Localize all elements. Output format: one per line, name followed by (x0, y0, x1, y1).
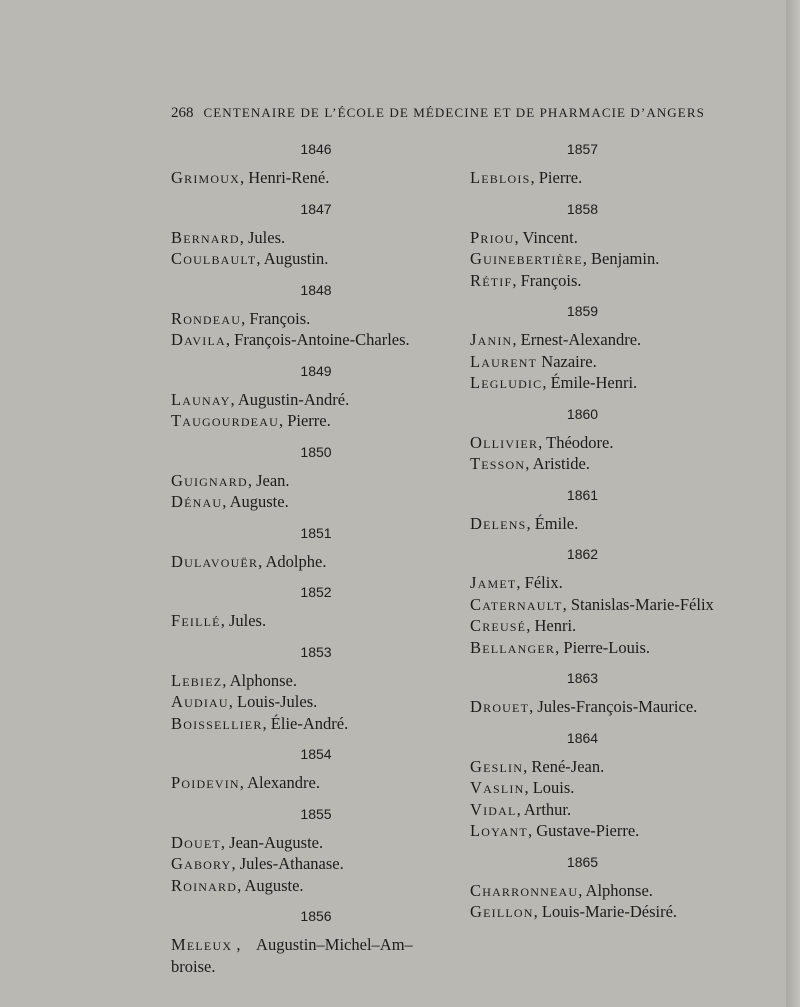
given-names: , Louis-Jules. (228, 692, 318, 711)
given-names: , Louis. (524, 778, 575, 797)
surname: Dénau (171, 492, 223, 511)
surname: Davila (171, 330, 226, 349)
graduate-entry (171, 934, 461, 956)
surname: Guinebertière (470, 249, 583, 268)
page-header (171, 105, 711, 122)
graduate-entry (470, 513, 770, 535)
given-names: , François-Antoine-Charles. (225, 330, 410, 349)
surname: Legludic (470, 373, 543, 392)
surname: Douet (171, 832, 221, 852)
surname: Bellanger (470, 637, 556, 657)
graduate-entry (470, 756, 770, 778)
surname: Charronneau (470, 880, 579, 900)
given-names: , Louis-Marie-Désiré. (533, 902, 678, 921)
given-names: broise. (171, 956, 216, 976)
graduate-entry (470, 880, 770, 902)
graduate-entry (171, 610, 461, 632)
given-names: , Alphonse. (222, 670, 297, 690)
surname: Jamet (470, 573, 517, 592)
graduate-entry (470, 777, 770, 799)
graduate-entry (470, 615, 770, 637)
given-names: , Jules. (220, 611, 267, 630)
given-names: , Benjamin. (582, 249, 660, 268)
graduate-entry (470, 372, 770, 394)
given-names: , Jean. (247, 470, 290, 490)
left-column (171, 136, 461, 984)
given-names: , Jean-Auguste. (220, 832, 324, 852)
year-heading: 1864 (566, 729, 599, 746)
given-names: , Henri. (526, 616, 577, 635)
given-names: , Félix. (516, 573, 563, 592)
graduate-entry (470, 329, 770, 351)
graduate-entry (171, 551, 461, 573)
given-names: , Arthur. (516, 799, 572, 819)
year-heading: 1853 (300, 643, 332, 660)
page-number: 268 (171, 105, 194, 121)
right-column (470, 136, 770, 930)
given-names: , Émile-Henri. (542, 373, 638, 392)
surname: Coulbault (171, 249, 257, 268)
graduate-entry (171, 167, 461, 189)
given-names: , Pierre. (530, 168, 583, 187)
year-heading: 1859 (566, 303, 599, 319)
graduate-entry (171, 832, 461, 854)
graduate-entry (470, 799, 770, 821)
surname: Rondeau (171, 308, 242, 328)
graduate-entry (470, 270, 770, 292)
surname: Loyant (470, 821, 528, 840)
surname: Vaslin (470, 778, 525, 797)
graduate-entry (171, 713, 461, 735)
year-heading: 1865 (566, 853, 599, 870)
year-heading: 1850 (300, 443, 332, 460)
graduate-entry (171, 491, 461, 513)
graduate-entry (171, 853, 461, 875)
surname: Gabory (171, 854, 232, 873)
year-heading: 1855 (300, 805, 332, 822)
year-heading: 1862 (566, 546, 599, 562)
year-heading: 1849 (300, 362, 332, 379)
graduate-entry (171, 329, 461, 351)
surname: Audiau (171, 692, 229, 711)
surname: Boissellier (171, 713, 263, 733)
year-heading: 1863 (566, 670, 599, 686)
surname: Roinard (171, 875, 238, 895)
year-heading: 1857 (566, 141, 599, 157)
given-names: Nazaire. (537, 351, 597, 371)
surname: Bernard (171, 227, 240, 247)
surname: Leblois (470, 168, 531, 187)
given-names: , Gustave-Pierre. (527, 821, 640, 840)
given-names: , François. (512, 270, 582, 290)
given-names: , Auguste. (222, 492, 289, 511)
graduate-entry (470, 696, 770, 718)
running-title: CENTENAIRE DE L’ÉCOLE DE MÉDECINE ET DE PHARMACIE D’ANGERS (203, 105, 705, 120)
surname: Geslin (470, 756, 524, 776)
given-names: , Stanislas-Marie-Félix (562, 594, 714, 614)
given-names: , Pierre. (278, 411, 331, 430)
year-heading: 1851 (300, 524, 332, 541)
graduate-entry (470, 351, 770, 373)
graduate-entry (470, 453, 770, 475)
graduate-entry (171, 470, 461, 492)
surname: Caternault (470, 594, 563, 614)
graduate-entry (171, 670, 461, 692)
given-names: , Vincent. (514, 227, 578, 247)
year-heading: 1846 (300, 141, 332, 157)
given-names: , Jules. (239, 227, 286, 247)
year-heading: 1848 (300, 281, 332, 298)
surname: Tesson (470, 454, 526, 473)
given-names: , Auguste. (237, 875, 304, 895)
graduate-entry (171, 308, 461, 330)
given-names: , Pierre-Louis. (555, 637, 650, 657)
given-names: , Aristide. (525, 454, 590, 473)
surname: Drouet (470, 697, 530, 716)
given-names: , Jules-François-Maurice. (529, 697, 698, 716)
given-names: , Alphonse. (578, 880, 653, 900)
surname: Grimoux (171, 168, 240, 187)
graduate-entry (470, 901, 770, 923)
surname: Poidevin (171, 773, 240, 792)
graduate-entry (470, 227, 770, 249)
graduate-entry (470, 637, 770, 659)
given-names: , Jules-Athanase. (231, 854, 344, 873)
surname: Geillon (470, 902, 534, 921)
year-heading: 1858 (566, 200, 599, 217)
year-heading: 1856 (300, 908, 332, 924)
graduate-entry (470, 572, 770, 594)
surname: Dulavouër (171, 551, 259, 571)
graduate-entry (171, 410, 461, 432)
graduate-entry (171, 772, 461, 794)
surname: Launay (171, 389, 231, 409)
year-heading: 1860 (566, 405, 599, 422)
surname: Priou (470, 227, 515, 247)
year-heading: 1847 (300, 200, 332, 217)
surname: Janin (470, 330, 513, 349)
given-names: , François. (241, 308, 311, 328)
given-names: , Augustin-André. (230, 389, 350, 409)
graduate-entry (470, 432, 770, 454)
surname: Guignard (171, 470, 248, 490)
given-names: , Émile. (526, 513, 579, 533)
given-names: , Ernest-Alexandre. (512, 330, 642, 349)
surname: Meleux (171, 935, 233, 954)
graduate-entry (171, 875, 461, 897)
graduate-entry (171, 956, 461, 978)
surname: Delens (470, 513, 527, 533)
graduate-entry (171, 227, 461, 249)
year-heading: 1852 (300, 584, 332, 600)
given-names: , Henri-René. (239, 168, 330, 187)
graduate-entry (171, 691, 461, 713)
graduate-entry (171, 389, 461, 411)
surname: Creusé (470, 616, 527, 635)
graduate-entry (171, 248, 461, 270)
page-edge (786, 0, 800, 1007)
given-names: , Augustin–Michel–Am– (232, 935, 413, 954)
given-names: , Alexandre. (239, 773, 320, 792)
given-names: , René-Jean. (523, 756, 605, 776)
surname: Taugourdeau (171, 411, 279, 430)
graduate-entry (470, 248, 770, 270)
surname: Ollivier (470, 432, 539, 452)
given-names: , Augustin. (256, 249, 329, 268)
year-heading: 1861 (566, 486, 599, 503)
graduate-entry (470, 820, 770, 842)
graduate-entry (470, 167, 770, 189)
given-names: , Adolphe. (258, 551, 327, 571)
surname: Laurent (470, 351, 538, 371)
given-names: , Élie-André. (262, 713, 349, 733)
surname: Vidal (470, 799, 517, 819)
given-names: , Théodore. (538, 432, 614, 452)
surname: Lebiez (171, 670, 223, 690)
surname: Feillé (171, 611, 221, 630)
year-heading: 1854 (300, 746, 332, 762)
graduate-entry (470, 594, 770, 616)
surname: Rétif (470, 270, 513, 290)
